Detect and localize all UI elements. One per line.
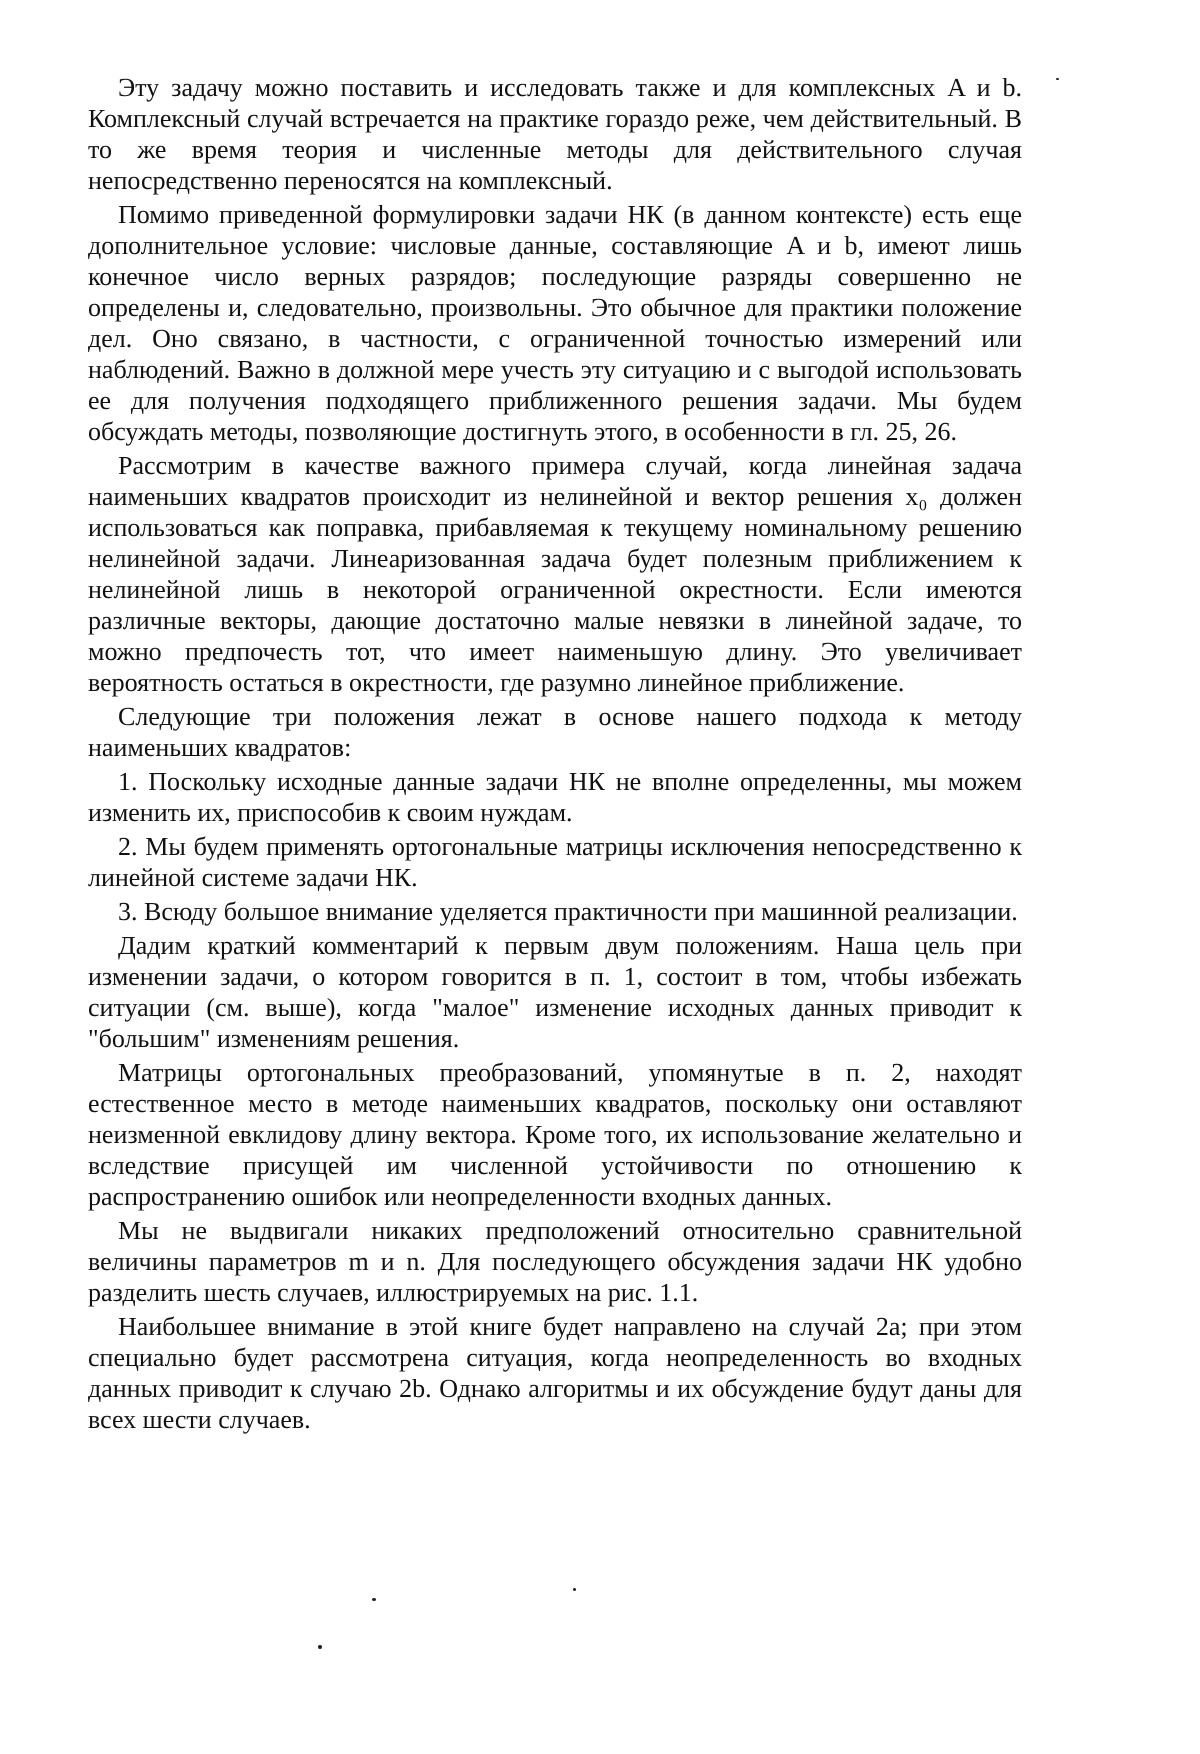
paragraph: Рассмотрим в качестве важного примера случай, когда линейная задача наименьших квадратов происходит из нелинейной и вектор решения x₀ должен использоваться как поправка, прибавляемая к текущему номинальному решению нелинейной задачи. Линеаризованная задача будет полезным приближением к нелинейной лишь в некоторой ограниченной окрестности. Если имеются различные векторы, дающие достаточно малые невязки в линейной задаче, то можно предпочесть тот, что имеет наименьшую длину. Это увеличивает вероятность остаться в окрестности, где разумно линейное приближение. (88, 451, 1022, 697)
list-item: 2. Мы будем применять ортогональные матрицы исключения непосредственно к линейной системе задачи НК. (88, 832, 1022, 892)
paragraph: Наибольшее внимание в этой книге будет направлено на случай 2a; при этом специально будет рассмотрена ситуация, когда неопределенность во входных данных приводит к случаю 2b. Однако алгоритмы и их обсуждение будут даны для всех шести случаев. (88, 1312, 1022, 1434)
paragraph: Дадим краткий комментарий к первым двум положениям. Наша цель при изменении задачи, о котором говорится в п. 1, состоит в том, чтобы избежать ситуации (см. выше), когда "малое" изменение исходных данных приводит к "большим" изменениям решения. (88, 931, 1022, 1053)
list-item: 1. Поскольку исходные данные задачи НК не вполне определенны, мы можем изменить их, приспособив к своим нуждам. (88, 767, 1022, 827)
page-text (88, 72, 1022, 1438)
paragraph: Эту задачу можно поставить и исследовать также и для комплексных A и b. Комплексный случай встречается на практике гораздо реже, чем действительный. В то же время теория и численные методы для действительного случая непосредственно переносятся на комплексный. (88, 73, 1022, 195)
paragraph: Матрицы ортогональных преобразований, упомянутые в п. 2, находят естественное место в методе наименьших квадратов, поскольку они оставляют неизменной евклидову длину вектора. Кроме того, их использование желательно и вследствие присущей им численной устойчивости по отношению к распространению ошибок или неопределенности входных данных. (88, 1058, 1022, 1211)
list-item: 3. Всюду большое внимание уделяется практичности при машинной реализации. (118, 897, 1018, 926)
scan-speck (573, 1588, 576, 1591)
paragraph: Помимо приведенной формулировки задачи НК (в данном контексте) есть еще дополнительное условие: числовые данные, составляющие A и b, имеют лишь конечное число верных разрядов; последующие разряды совершенно не определены и, следовательно, произвольны. Это обычное для практики положение дел. Оно связано, в частности, с ограниченной точностью измерений или наблюдений. Важно в должной мере учесть эту ситуацию и с выгодой использовать ее для получения подходящего приближенного решения задачи. Мы будем обсуждать методы, позволяющие достигнуть этого, в особенности в гл. 25, 26. (88, 200, 1022, 446)
scan-speck (318, 1645, 322, 1649)
paragraph: Следующие три положения лежат в основе нашего подхода к методу наименьших квадратов: (88, 702, 1022, 762)
scan-speck (1056, 78, 1059, 80)
paragraph: Мы не выдвигали никаких предположений относительно сравнительной величины параметров m и n. Для последующего обсуждения задачи НК удобно разделить шесть случаев, иллюстрируемых на рис. 1.1. (88, 1216, 1022, 1307)
scan-speck (372, 1598, 376, 1601)
